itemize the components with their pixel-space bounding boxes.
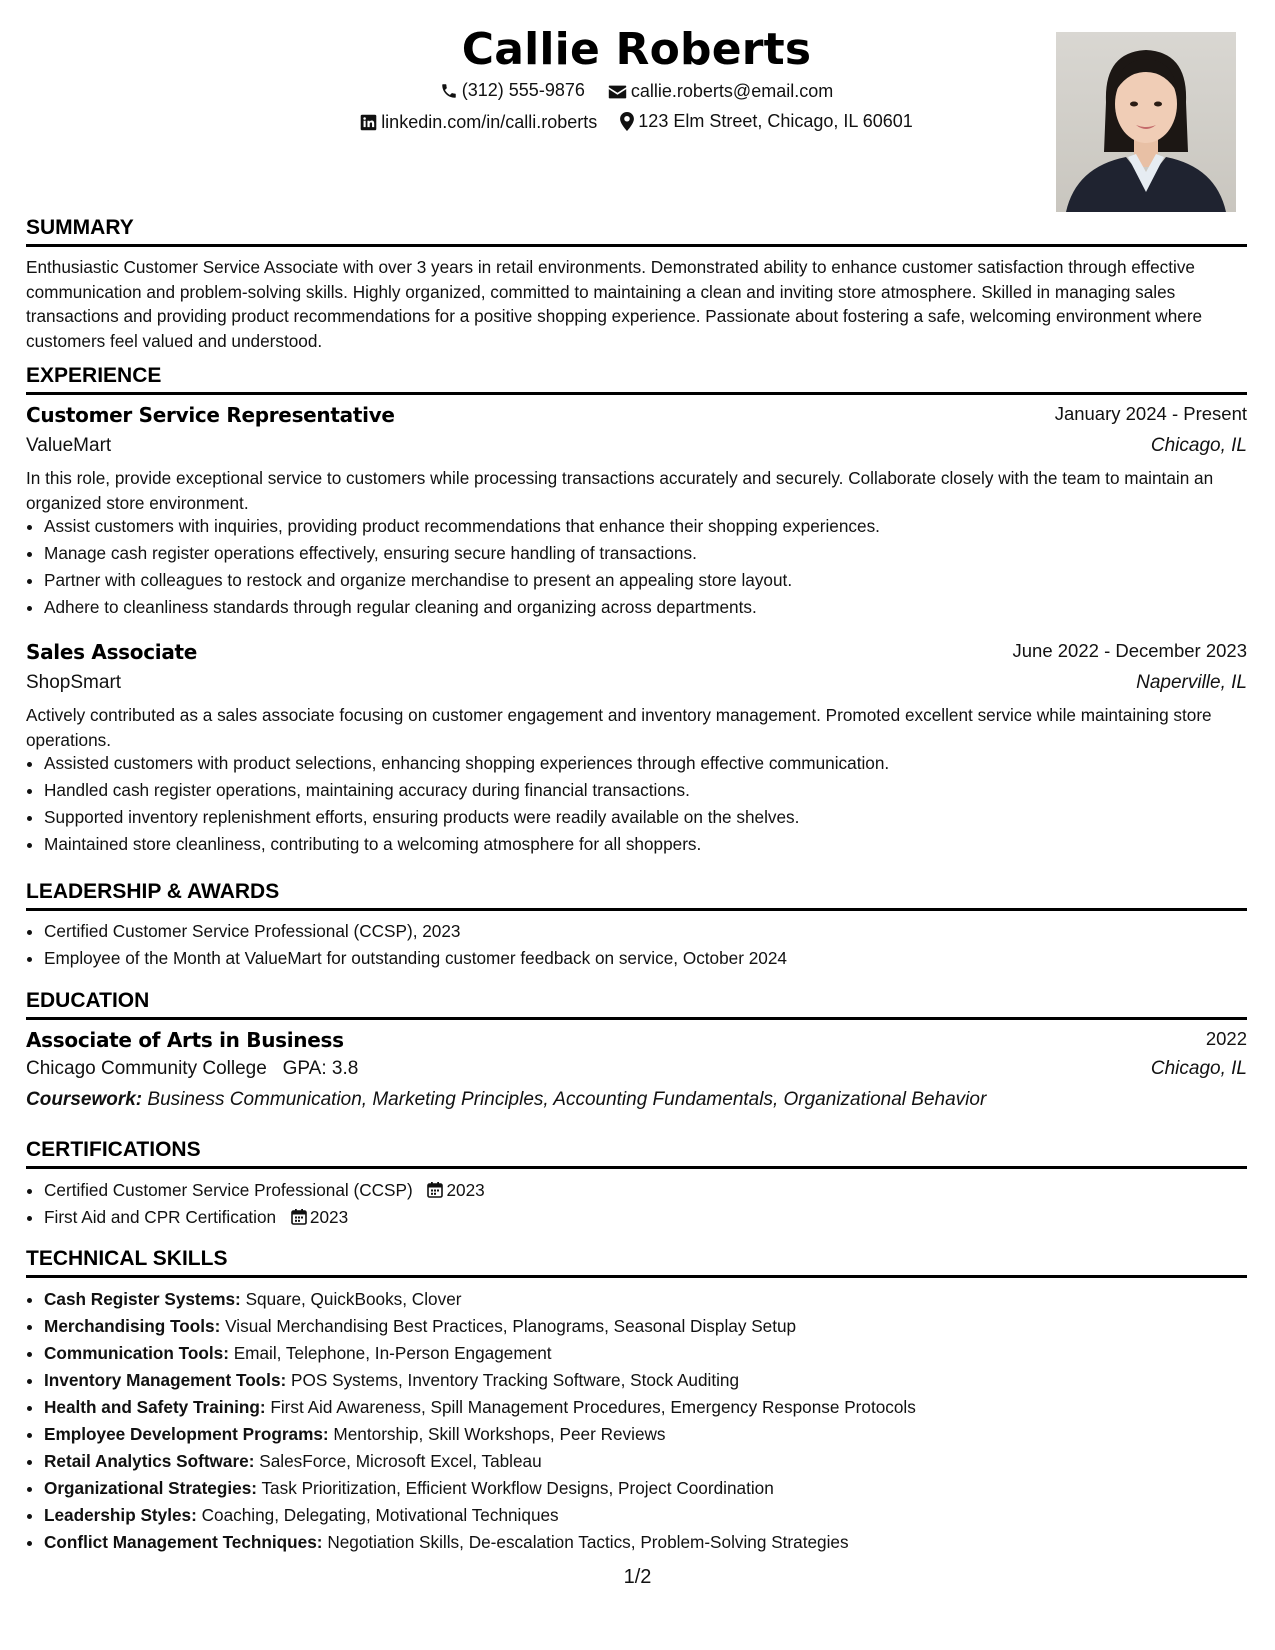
skill-label: Employee Development Programs: — [44, 1424, 329, 1444]
page-number: 1/2 — [623, 1566, 652, 1588]
coursework-label: Coursework: — [26, 1089, 143, 1110]
job-1-dates: January 2024 - Present — [1054, 403, 1247, 424]
list-item — [44, 1421, 1254, 1448]
skill-label: Organizational Strategies: — [44, 1478, 257, 1498]
job-1-company: ValueMart — [26, 435, 112, 456]
linkedin-link[interactable]: linkedin.com/in/calli.roberts — [381, 112, 598, 132]
list-item: • Assisted customers with product selections, enhancing shopping experiences through effective communication. — [44, 750, 1254, 777]
list-item: • Certified Customer Service Professional (CCSP), 2023 — [44, 918, 1254, 945]
job-2-dates: June 2022 - December 2023 — [1012, 640, 1247, 661]
certifications-heading: CERTIFICATIONS — [26, 1138, 1247, 1169]
linkedin-item[interactable] — [360, 112, 597, 133]
leadership-heading: LEADERSHIP & AWARDS — [26, 880, 1247, 911]
job-1-subheader — [26, 435, 1247, 457]
education-subheader — [26, 1058, 1247, 1080]
gpa: GPA: 3.8 — [282, 1058, 359, 1079]
skill-label: Cash Register Systems: — [44, 1289, 241, 1309]
envelope-icon — [608, 84, 627, 100]
school-name: Chicago Community College — [26, 1058, 267, 1079]
job-1-description: In this role, provide exceptional service to customers while processing transactions accurately and securely. Collaborate closely with the team to maintain an organized store environment. — [26, 468, 1214, 513]
school-location: Chicago, IL — [1150, 1058, 1247, 1079]
skill-label: Inventory Management Tools: — [44, 1370, 287, 1390]
list-item: • Supported inventory replenishment efforts, ensuring products were readily available on the shelves. — [44, 804, 1254, 831]
skills-list — [26, 1286, 1254, 1556]
map-pin-icon — [620, 112, 634, 131]
list-item — [44, 1313, 1254, 1340]
candidate-name: Callie Roberts — [461, 24, 812, 75]
list-item — [44, 1394, 1254, 1421]
email-item[interactable] — [608, 81, 833, 102]
skill-value: First Aid Awareness, Spill Management Procedures, Emergency Response Protocols — [270, 1397, 916, 1417]
list-item — [44, 1204, 1254, 1231]
coursework — [26, 1089, 1247, 1111]
skill-value: Mentorship, Skill Workshops, Peer Reviews — [333, 1424, 666, 1444]
education-header — [26, 1028, 1247, 1052]
skill-label: Health and Safety Training: — [44, 1397, 266, 1417]
list-item: • Maintained store cleanliness, contributing to a welcoming atmosphere for all shoppers. — [44, 831, 1254, 858]
leadership-list — [26, 918, 1254, 972]
skills-heading: TECHNICAL SKILLS — [26, 1247, 1247, 1278]
list-item: • Manage cash register operations effectively, ensuring secure handling of transactions. — [44, 540, 1254, 567]
school-info — [26, 1058, 358, 1080]
calendar-icon — [427, 1181, 443, 1198]
job-2-bullets — [26, 750, 1254, 858]
list-item — [44, 1286, 1254, 1313]
job-2-subheader — [26, 672, 1247, 694]
phone-text: (312) 555-9876 — [461, 80, 585, 100]
calendar-icon — [291, 1208, 307, 1225]
summary-text: Enthusiastic Customer Service Associate with over 3 years in retail environments. Demonstrated ability to enhance customer satisfaction through effective communication and problem-solving skills. Highly organized, committed to maintaining a clean and inviting store atmosphere. Skilled in managing sales transactions and providing product recommendations for a positive shopping experience. Passionate about fostering a safe, welcoming environment where customers feel valued and understood. — [26, 257, 1203, 351]
address-text: 123 Elm Street, Chicago, IL 60601 — [638, 111, 913, 131]
cert-name: Certified Customer Service Professional (CCSP) — [44, 1180, 413, 1200]
list-item: • Handled cash register operations, maintaining accuracy during financial transactions. — [44, 777, 1254, 804]
skill-value: Visual Merchandising Best Practices, Planograms, Seasonal Display Setup — [225, 1316, 797, 1336]
job-2-header — [26, 640, 1247, 664]
list-item — [44, 1340, 1254, 1367]
skill-label: Communication Tools: — [44, 1343, 229, 1363]
summary-heading: SUMMARY — [26, 216, 1247, 247]
skill-value: Task Prioritization, Efficient Workflow Designs, Project Coordination — [261, 1478, 774, 1498]
list-item — [44, 1177, 1254, 1204]
job-2-location: Naperville, IL — [1136, 672, 1247, 693]
skill-value: Coaching, Delegating, Motivational Techniques — [201, 1505, 559, 1525]
skill-value: Email, Telephone, In-Person Engagement — [233, 1343, 552, 1363]
skill-value: Square, QuickBooks, Clover — [245, 1289, 462, 1309]
skill-value: SalesForce, Microsoft Excel, Tableau — [259, 1451, 542, 1471]
list-item: • Adhere to cleanliness standards through regular cleaning and organizing across departments. — [44, 594, 1254, 621]
list-item: • Employee of the Month at ValueMart for outstanding customer feedback on service, October 2024 — [44, 945, 1254, 972]
skill-value: Negotiation Skills, De-escalation Tactics, Problem-Solving Strategies — [327, 1532, 849, 1552]
job-1-location: Chicago, IL — [1150, 435, 1247, 456]
phone-item — [440, 80, 585, 101]
linkedin-icon — [360, 114, 377, 131]
phone-icon — [440, 82, 458, 100]
list-item — [44, 1529, 1254, 1556]
list-item — [44, 1502, 1254, 1529]
job-1-bullets — [26, 513, 1254, 621]
coursework-list: Business Communication, Marketing Principles, Accounting Fundamentals, Organizational Behavior — [147, 1089, 987, 1110]
skill-label: Conflict Management Techniques: — [44, 1532, 323, 1552]
profile-photo — [1056, 32, 1236, 212]
job-2-role: Sales Associate — [26, 640, 198, 664]
job-1-role: Customer Service Representative — [26, 403, 395, 427]
education-heading: EDUCATION — [26, 989, 1247, 1020]
skill-label: Merchandising Tools: — [44, 1316, 221, 1336]
email-link[interactable]: callie.roberts@email.com — [630, 81, 834, 101]
resume-page — [26, 0, 1247, 1650]
job-1-header — [26, 403, 1247, 427]
list-item — [44, 1448, 1254, 1475]
cert-year: 2023 — [446, 1180, 485, 1200]
list-item: • Assist customers with inquiries, providing product recommendations that enhance their shopping experiences. — [44, 513, 1254, 540]
cert-year: 2023 — [309, 1207, 349, 1227]
list-item — [44, 1367, 1254, 1394]
list-item — [44, 1475, 1254, 1502]
skill-value: POS Systems, Inventory Tracking Software, Stock Auditing — [291, 1370, 740, 1390]
degree: Associate of Arts in Business — [26, 1028, 344, 1052]
job-2-description: Actively contributed as a sales associate focusing on customer engagement and inventory management. Promoted excellent service while maintaining store operations. — [26, 705, 1212, 750]
skill-label: Retail Analytics Software: — [44, 1451, 255, 1471]
address-item — [620, 111, 913, 132]
certifications-list — [26, 1177, 1254, 1231]
graduation-year: 2022 — [1205, 1028, 1247, 1049]
job-2-company: ShopSmart — [26, 672, 122, 693]
skill-label: Leadership Styles: — [44, 1505, 197, 1525]
cert-name: First Aid and CPR Certification — [44, 1207, 277, 1227]
experience-heading: EXPERIENCE — [26, 364, 1247, 395]
list-item: • Partner with colleagues to restock and organize merchandise to present an appealing store layout. — [44, 567, 1254, 594]
